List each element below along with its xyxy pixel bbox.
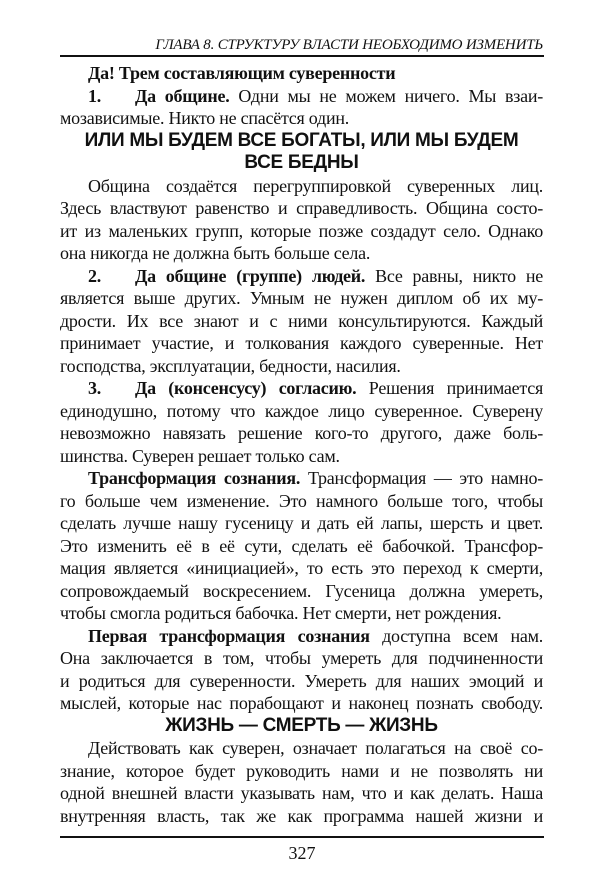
text-line: одной внешней власти указывать нам, что и как делать. Наша	[60, 783, 543, 803]
bold-lead: Первая трансформация сознания	[88, 625, 370, 646]
list-item-2	[60, 265, 543, 288]
bold-lead: Да общине.	[135, 85, 230, 106]
text-line: Действовать как суверен, означает полагаться на своё со-	[88, 738, 543, 758]
text-line: доступна всем нам.	[369, 625, 543, 646]
text-line: Она заключается в том, чтобы умереть для подчиненности	[60, 648, 543, 668]
section-lead	[60, 62, 543, 85]
text-line: она никогда не должна быть больше села.	[60, 243, 371, 263]
text-line: мозависимые. Никто не спасётся один.	[60, 108, 349, 128]
text-line: сопровождаемый воскресением. Гусеница должна умереть,	[60, 580, 543, 601]
text-line: Здесь властвуют равенство и справедливость. Община состо-	[60, 198, 543, 218]
text-line: шинства. Суверен решает только сам.	[60, 445, 340, 466]
text-line: внутренняя власть, так же как программа нашей жизни и	[60, 805, 543, 826]
list-number: 3.	[88, 378, 101, 398]
text-line: является выше других. Умным не нужен диплом об их му-	[60, 288, 543, 308]
text-line: знание, которое будет руководить нами и не позволять ни	[60, 760, 543, 781]
text-line: Одни мы не можем ничего. Мы взаи-	[229, 85, 543, 106]
heading: ВСЕ БЕДНЫ	[244, 152, 359, 173]
running-head: ГЛАВА 8. СТРУКТУРУ ВЛАСТИ НЕОБХОДИМО ИЗМЕНИТЬ	[155, 37, 543, 53]
list-item-1	[60, 85, 543, 108]
paragraph-start	[60, 467, 543, 490]
text-line: чтобы смогла родиться бабочка. Нет смерти, нет рождения.	[60, 603, 502, 623]
list-item-3	[60, 377, 543, 400]
footer-rule	[60, 836, 544, 838]
text-line: мыслей, которые нас порабощают и наконец познать свободу.	[60, 693, 543, 713]
text-line: Община создаётся перегруппировкой суверенных лиц.	[88, 175, 543, 196]
header-rule	[60, 55, 544, 57]
bold-lead: Да (консенсусу) согласию.	[135, 378, 357, 398]
page-body	[60, 62, 543, 827]
text-line: Все равны, никто не	[365, 265, 543, 286]
bold-lead: Трансформация сознания.	[88, 468, 301, 488]
heading: ЖИЗНЬ — СМЕРТЬ — ЖИЗНЬ	[165, 714, 438, 736]
text-line: Решения принимается	[356, 378, 543, 398]
text-line: Это изменить её в её сути, сделать её бабочкой. Трансфор-	[60, 535, 543, 556]
list-number: 1.	[88, 85, 101, 106]
text-line: сделать лучше нашу гусеницу и дать ей лапы, шерсть и цвет.	[60, 513, 543, 533]
heading: ИЛИ МЫ БУДЕМ ВСЕ БОГАТЫ, ИЛИ МЫ БУДЕМ	[84, 129, 519, 151]
paragraph-start	[60, 625, 543, 648]
text-line: и родиться для суверенности. Умереть для наших эмоций и	[60, 670, 543, 691]
text-line: невозможно навязать решение кого-то другого, даже боль-	[60, 423, 543, 443]
text-line: Трансформация — это намно-	[300, 468, 543, 488]
text-line: го больше чем изменение. Это намного больше того, чтобы	[60, 490, 543, 511]
page-number: 327	[288, 843, 316, 863]
text-line: единодушно, потому что каждое лицо суверенное. Суверену	[60, 400, 543, 421]
bold-lead: Да общине (группе) людей.	[135, 265, 366, 286]
text-line: дрости. Их все знают и с ними консультируются. Каждый	[60, 310, 543, 331]
text-line: мация является «инициацией», то есть это переход к смерти,	[60, 558, 543, 578]
text-line: господства, эксплуатации, бедности, насилия.	[60, 355, 401, 376]
list-number: 2.	[88, 265, 101, 286]
text-line: принимает участие, и толкования каждого суверенные. Нет	[60, 333, 543, 353]
text-line: ит из маленьких групп, которые позже создадут село. Однако	[60, 220, 543, 241]
bold-lead: Да! Трем составляющим суверенности	[88, 63, 396, 83]
